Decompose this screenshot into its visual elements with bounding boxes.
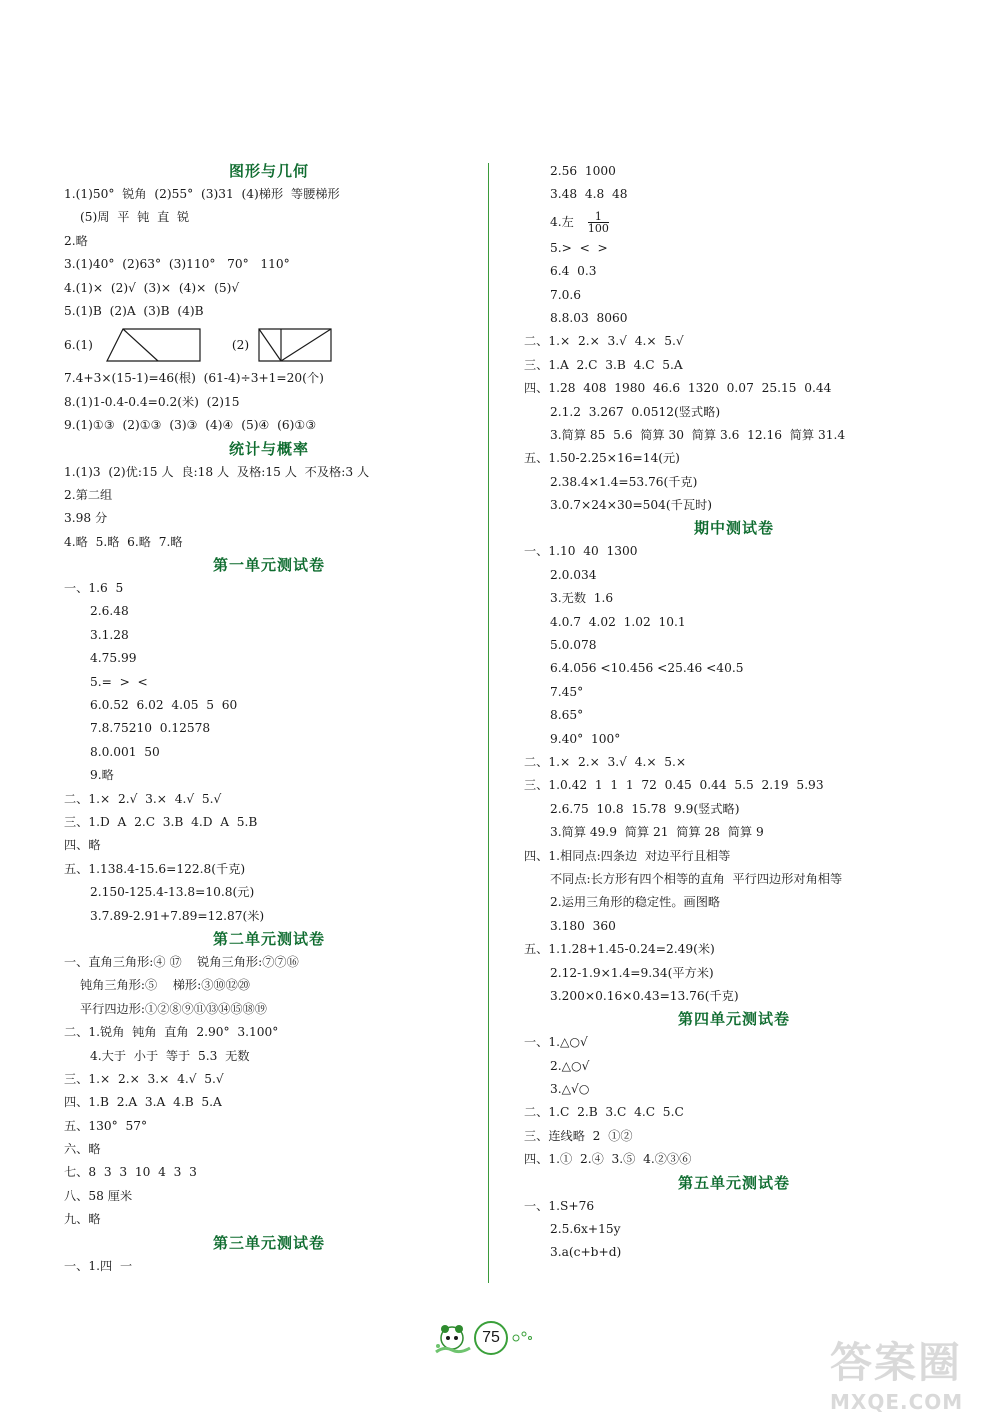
answer-line: 3.7.89-2.91+7.89=12.87(米) — [90, 908, 265, 923]
answer-line — [524, 207, 944, 237]
answer-line: 4.大于 小于 等于 5.3 无数 — [90, 1048, 250, 1063]
page-footer — [430, 1318, 540, 1358]
answer-line: 3.180 360 — [550, 918, 616, 933]
answer-line: 8.0.001 50 — [90, 744, 160, 759]
section-title: 期中测试卷 — [693, 519, 774, 538]
page-number: 75 — [474, 1321, 508, 1355]
answer-line: 一、1.10 40 1300 — [524, 544, 638, 559]
answer-section — [64, 160, 474, 438]
trapezoid-figure-1 — [103, 325, 218, 365]
answer-line: 2.1.2 3.267 0.0512(竖式略) — [550, 404, 721, 419]
answer-line: 2.150-125.4-13.8=10.8(元) — [90, 885, 255, 900]
answer-line: 9.40° 100° — [550, 731, 621, 746]
answer-line: 五、1.1.28+1.45-0.24=2.49(米) — [524, 942, 715, 957]
answer-line: 4.0.7 4.02 1.02 10.1 — [550, 614, 686, 629]
watermark-url: MXQE.COM — [830, 1390, 964, 1414]
answer-line: 5.> < > — [550, 240, 608, 255]
answer-line: 三、1.A 2.C 3.B 4.C 5.A — [524, 357, 683, 372]
answer-line: 1.(1)50° 锐角 (2)55° (3)31 (4)梯形 等腰梯形 — [64, 187, 340, 201]
answer-line: 2.6.48 — [90, 604, 129, 619]
answer-section — [64, 438, 474, 555]
section-title: 统计与概率 — [228, 439, 309, 458]
answer-line: 3.1.28 — [90, 627, 129, 642]
answer-line: 二、1.× 2.× 3.√ 4.× 5.√ — [524, 334, 684, 349]
answer-line: 七、8 3 3 10 4 3 3 — [64, 1165, 197, 1180]
answer-line: 5.= > < — [90, 674, 148, 689]
watermark — [830, 1330, 990, 1414]
panda-mascot-icon — [430, 1318, 480, 1358]
answer-line: 五、130° 57° — [64, 1118, 148, 1133]
answer-line: 9.略 — [90, 768, 114, 783]
answer-line: 一、直角三角形:④ ⑰ 锐角三角形:⑦⑦⑯ — [64, 954, 299, 969]
answer-line: 9.(1)①③ (2)①③ (3)③ (4)④ (5)④ (6)①③ — [64, 418, 317, 433]
bubbles-icon — [510, 1326, 540, 1346]
answer-line: (5)周 平 钝 直 锐 — [80, 210, 190, 225]
answer-section — [524, 517, 944, 1008]
answer-line: 钝角三角形:⑤ 梯形:③⑩⑫⑳ — [80, 978, 250, 993]
answer-line: 1.(1)3 (2)优:15 人 良:18 人 及格:15 人 不及格:3 人 — [64, 464, 370, 479]
answer-line: 一、1.S+76 — [524, 1198, 595, 1213]
answer-section — [524, 160, 944, 517]
answer-line: 一、1.6 5 — [64, 581, 124, 596]
answer-line: 7.45° — [550, 684, 584, 699]
answer-line: 二、1.× 2.√ 3.× 4.√ 5.√ — [64, 791, 222, 806]
answer-line: 3.98 分 — [64, 511, 108, 526]
answer-line: 四、1.28 408 1980 46.6 1320 0.07 25.15 0.44 — [524, 381, 832, 396]
section-title: 第四单元测试卷 — [677, 1010, 790, 1029]
answer-line: 3.200×0.16×0.43=13.76(千克) — [550, 988, 739, 1003]
answer-line: 2.△○√ — [550, 1058, 590, 1073]
answer-line: 5.(1)B (2)A (3)B (4)B — [64, 303, 204, 318]
answer-line: 3.无数 1.6 — [550, 591, 614, 606]
answer-line: 四、1.B 2.A 3.A 4.B 5.A — [64, 1095, 222, 1110]
answer-line: 8.8.03 8060 — [550, 310, 628, 325]
answer-line: 三、连线略 2 ①② — [524, 1128, 633, 1143]
answer-line: 2.第二组 — [64, 487, 113, 502]
answer-text: 4.左 — [550, 214, 574, 229]
answer-line: 一、1.四 一 — [64, 1258, 133, 1273]
section-title: 第一单元测试卷 — [212, 556, 325, 575]
answer-line: 8.(1)1-0.4-0.4=0.2(米) (2)15 — [64, 394, 240, 409]
fraction-denominator: 100 — [587, 221, 609, 235]
answer-line: 三、1.D A 2.C 3.B 4.D A 5.B — [64, 814, 258, 829]
answer-line: 4.75.99 — [90, 651, 137, 666]
answer-line: 4.略 5.略 6.略 7.略 — [64, 534, 183, 549]
answer-line: 3.0.7×24×30=504(千瓦时) — [550, 498, 712, 513]
answer-line: 3.简算 49.9 简算 21 简算 28 简算 9 — [550, 825, 764, 840]
answer-line: 7.4+3×(15-1)=46(根) (61-4)÷3+1=20(个) — [64, 371, 324, 386]
answer-line: 7.0.6 — [550, 287, 582, 302]
answer-line: 8.65° — [550, 708, 584, 723]
answer-line: 二、1.C 2.B 3.C 4.C 5.C — [524, 1105, 684, 1120]
answer-line: 八、58 厘米 — [64, 1188, 133, 1203]
watermark-logo: 答案圈 — [830, 1338, 963, 1387]
answer-text: (2) — [231, 337, 250, 352]
answer-line: 2.12-1.9×1.4=9.34(平方米) — [550, 965, 714, 980]
answer-section — [64, 1232, 474, 1278]
answer-line: 三、1.0.42 1 1 1 72 0.45 0.44 5.5 2.19 5.93 — [524, 778, 824, 793]
section-title: 第二单元测试卷 — [212, 929, 325, 948]
answer-line: 一、1.△○√ — [524, 1035, 588, 1050]
answer-line: 2.38.4×1.4=53.76(千克) — [550, 474, 698, 489]
answer-line: 四、略 — [64, 838, 101, 853]
section-title: 第三单元测试卷 — [212, 1233, 325, 1252]
answer-line: 3.(1)40° (2)63° (3)110° 70° 110° — [64, 257, 290, 272]
section-title: 第五单元测试卷 — [677, 1173, 790, 1192]
left-column — [64, 160, 474, 1278]
answer-line: 2.56 1000 — [550, 164, 616, 178]
answer-section — [64, 928, 474, 1232]
answer-line: 二、1.锐角 钝角 直角 2.90° 3.100° — [64, 1025, 279, 1040]
column-divider — [488, 163, 489, 1283]
answer-section — [524, 1172, 944, 1265]
answer-line: 6.4.056 <10.456 <25.46 <40.5 — [550, 661, 744, 676]
answer-line: 3.△√○ — [550, 1082, 590, 1097]
answer-line: 2.0.034 — [550, 567, 597, 582]
trapezoid-figure-2 — [255, 325, 335, 365]
answer-text: 6.(1) — [64, 337, 93, 352]
answer-line: 九、略 — [64, 1212, 101, 1227]
answer-line: 2.6.75 10.8 15.78 9.9(竖式略) — [550, 801, 740, 816]
answer-line: 3.简算 85 5.6 简算 30 简算 3.6 12.16 简算 31.4 — [550, 427, 846, 442]
answer-section — [524, 1008, 944, 1171]
answer-line: 平行四边形:①②⑧⑨⑪⑬⑭⑮⑱⑲ — [80, 1001, 267, 1016]
answer-line: 3.a(c+b+d) — [550, 1245, 622, 1260]
section-title: 图形与几何 — [228, 162, 309, 180]
right-column — [524, 160, 944, 1265]
answer-line: 五、1.138.4-15.6=122.8(千克) — [64, 861, 246, 876]
answer-line: 四、1.① 2.④ 3.⑤ 4.②③⑥ — [524, 1152, 692, 1167]
answer-line: 2.运用三角形的稳定性。画图略 — [550, 895, 721, 910]
fraction-numerator: 1 — [588, 211, 609, 223]
answer-line: 2.5.6x+15y — [550, 1222, 621, 1237]
answer-line: 不同点:长方形有四个相等的直角 平行四边形对角相等 — [550, 871, 843, 886]
answer-line: 五、1.50-2.25×16=14(元) — [524, 451, 680, 466]
answer-line: 六、略 — [64, 1142, 101, 1157]
answer-line: 6.0.52 6.02 4.05 5 60 — [90, 698, 238, 713]
answer-line: 三、1.× 2.× 3.× 4.√ 5.√ — [64, 1071, 224, 1086]
fraction — [588, 211, 609, 234]
answer-line: 3.48 4.8 48 — [550, 187, 628, 202]
answer-line: 二、1.× 2.× 3.√ 4.× 5.× — [524, 754, 687, 769]
answer-line: 四、1.相同点:四条边 对边平行且相等 — [524, 848, 731, 863]
answer-line: 5.0.078 — [550, 638, 597, 653]
answer-line — [64, 323, 474, 367]
answer-line: 7.8.75210 0.12578 — [90, 721, 211, 736]
answer-line: 6.4 0.3 — [550, 264, 597, 279]
answer-line: 4.(1)× (2)√ (3)× (4)× (5)√ — [64, 280, 240, 295]
answer-section — [64, 554, 474, 928]
answer-line: 2.略 — [64, 233, 88, 248]
